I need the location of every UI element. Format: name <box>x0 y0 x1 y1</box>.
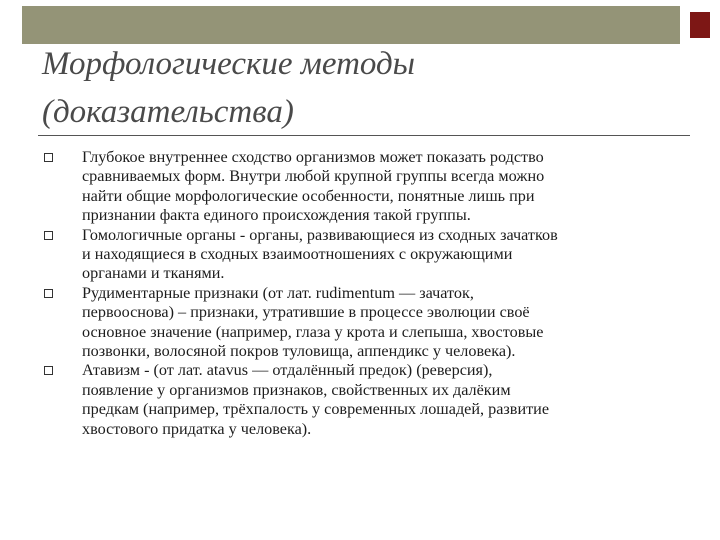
bullet-item-atavism <box>44 361 694 439</box>
bullet-line: и находящиеся в сходных взаимоотношениях с окружающими <box>82 245 513 264</box>
square-bullet-icon <box>44 289 53 298</box>
bullet-line: признании факта единого происхождения такой группы. <box>82 206 471 225</box>
bullet-list <box>44 148 694 439</box>
square-bullet-icon <box>44 231 53 240</box>
header-bar <box>22 6 680 44</box>
square-bullet-icon <box>44 366 53 375</box>
bullet-line: первооснова) – признаки, утратившие в процессе эволюции своё <box>82 303 530 322</box>
bullet-line: Глубокое внутреннее сходство организмов может показать родство <box>82 148 544 166</box>
bullet-line: органами и тканями. <box>82 264 225 283</box>
bullet-line: предкам (например, трёхпалость у современных лошадей, развитие <box>82 400 550 419</box>
bullet-line: Атавизм - (от лат. atavus — отдалённый предок) (реверсия), <box>82 361 493 380</box>
title-divider <box>38 135 690 136</box>
bullet-line: найти общие морфологические особенности, понятные лишь при <box>82 186 535 205</box>
bullet-item-homologous-organs <box>44 226 694 284</box>
title-line-1: Морфологические методы <box>42 46 416 82</box>
bullet-item-rudiments <box>44 284 694 362</box>
bullet-line: появление у организмов признаков, свойственных их далёким <box>82 380 511 399</box>
bullet-line: Гомологичные органы - органы, развивающиеся из сходных зачатков <box>82 225 558 244</box>
bullet-line: хвостового придатка у человека). <box>82 419 312 438</box>
slide-title <box>42 40 682 136</box>
bullet-line: основное значение (например, глаза у крота и слепыша, хвостовые <box>82 322 544 341</box>
bullet-line: Рудиментарные признаки (от лат. rudimentum — зачаток, <box>82 283 474 302</box>
accent-square <box>690 12 710 38</box>
title-line-2: (доказательства) <box>42 94 294 130</box>
bullet-line: сравниваемых форм. Внутри любой крупной группы всегда можно <box>82 167 545 186</box>
bullet-item-homology-similarity <box>44 148 694 226</box>
bullet-line: позвонки, волосяной покров туловища, аппендикс у человека). <box>82 342 516 361</box>
square-bullet-icon <box>44 153 53 162</box>
